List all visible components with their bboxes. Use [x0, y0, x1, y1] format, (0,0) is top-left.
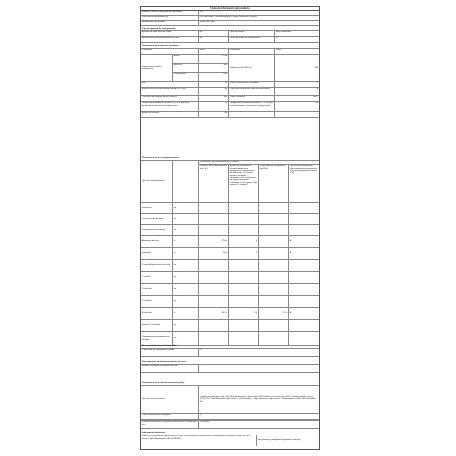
compartment-defrost-type: A [289, 240, 292, 243]
warranty-label: Duración mínima de la garantía ofrecida por el fabricante (b): [141, 421, 199, 428]
compartment-name: Compartimento bodega [141, 225, 173, 235]
dimensions-label: Dimensiones totales (milímetros) [141, 55, 173, 81]
compartment-rows [141, 203, 319, 346]
col-defrost-header: Tipo de descongelación (descongelación automática = A; descongelación manual = M) [289, 165, 318, 175]
additional-info-text: Enlace al sitio web del fabricante en el que se encuentra la información contemplada en el punto 4, letra a), del anexo II del Reglamento (UE) 2019/2019 [141, 435, 257, 446]
param-group-header: Parámetros del compartimento y valores [199, 161, 319, 165]
additional-info-row [141, 435, 319, 446]
compartment-heading: Parámetros de los compartimentos: [141, 155, 319, 161]
compartment-freezing-capacity [259, 260, 289, 271]
param-value: D [316, 82, 319, 85]
compartment-name: Compartimento temperatura variable [141, 332, 173, 345]
compartment-present: no [173, 272, 199, 283]
wine-bottles-label: Número estándar de botellas de vino [141, 365, 199, 372]
additional-info-heading: Información adicional: [142, 431, 166, 434]
compartment-row [141, 203, 319, 214]
supplier-name-value: LG [199, 11, 203, 14]
param-value: 185 [199, 96, 229, 101]
compartment-row [141, 214, 319, 225]
compartment-param-headers [199, 161, 319, 202]
compartment-volume [199, 284, 229, 295]
dimension-value: 595 [223, 64, 228, 67]
param-label: Clase climática: [229, 96, 275, 101]
type-param-value: sí [275, 37, 278, 40]
dimension-width [173, 64, 228, 73]
compartment-present: no [173, 225, 199, 235]
compartment-temperature [229, 272, 259, 283]
dimension-label: Anchura [173, 64, 199, 72]
param-label: Ajuste de invierno [141, 112, 199, 117]
compartment-present: sí [173, 236, 199, 247]
compartment-freezing-capacity [259, 214, 289, 224]
compartment-defrost-type: A [289, 312, 292, 315]
compartment-defrost-type [289, 203, 319, 213]
col-header-parameter: Parámetro [229, 49, 275, 54]
warranty-section [141, 420, 319, 429]
light-type-label: Tipo de fuente luminosa [141, 386, 199, 413]
compartment-freezing-capacity [259, 225, 289, 235]
type-param-label: Otros aparatos de refrigeración: [229, 37, 275, 42]
four-star-row [141, 349, 319, 357]
compartment-volume [199, 260, 229, 271]
compartment-defrost-type [289, 272, 319, 283]
col-header-parameter: Parámetro [141, 49, 199, 54]
param-value: 35 [199, 88, 229, 95]
compartment-freezing-capacity: 11,0 [259, 308, 289, 319]
compartment-freezing-capacity [259, 272, 289, 283]
wine-row [141, 365, 319, 373]
supplier-block [141, 11, 319, 26]
compartment-present: no [173, 296, 199, 307]
col-header-value: Valor [199, 49, 229, 54]
wine-bottles-value: - [199, 365, 201, 368]
compartment-row [141, 248, 319, 260]
dimension-depth [173, 73, 228, 81]
dimension-label: Altura [173, 55, 199, 63]
param-label: Consumo de energía anual (kWh/a) [141, 96, 199, 101]
warranty-row [141, 420, 319, 429]
compartment-present: no [173, 284, 199, 295]
compartment-temperature [229, 203, 259, 213]
param-value: 43 [315, 102, 319, 105]
dimension-label: Profundidad [173, 73, 199, 81]
compartment-defrost-type: A [289, 252, 292, 255]
compartment-temperature [229, 284, 259, 295]
param-label: IEE [141, 82, 199, 87]
compartment-temperature [229, 260, 259, 271]
param-value [275, 112, 319, 117]
col-freeze-header: Capacidad de congelación (kg/24h) [259, 165, 289, 202]
supplier-address-label: Dirección del proveedor (b): [141, 16, 199, 20]
compartment-temperature: 2 [229, 248, 259, 259]
compartment-defrost-type [289, 296, 319, 307]
compartment-temperature [229, 225, 259, 235]
wine-heading: Para aparatos de almacenamiento de vino: [141, 359, 319, 365]
compartment-defrost-type [289, 260, 319, 271]
general-parameters-section [141, 43, 319, 118]
dimension-value: 682 [223, 73, 228, 76]
light-source-heading: Parámetros de la fuente luminosa (a) (b): [141, 380, 319, 386]
manufacturer-website-link[interactable]: http://www.lg.com/global/support/eco-design [257, 439, 301, 442]
compartment-section [141, 155, 319, 346]
compartment-name: Sección 2 estrellas [141, 320, 173, 331]
compartment-volume: 276,0 [199, 236, 229, 247]
param-value: no [199, 112, 229, 117]
compartment-row [141, 236, 319, 248]
type-param-label: Aparato para almacenamiento de vino: [141, 37, 199, 42]
param-value: 10 [199, 102, 229, 111]
compartment-name: 1 estrella [141, 272, 173, 283]
col-volume-header: Volumen del compartimento (dm³ o l) [199, 165, 229, 202]
compartment-freezing-capacity [259, 296, 289, 307]
compartment-freezing-capacity [259, 284, 289, 295]
additional-info-section [141, 430, 319, 446]
compartment-volume: 26,0 [199, 248, 229, 259]
model-identifier-value: GBB72MCVBN [199, 21, 215, 24]
param-label: Temperatura ambiente mínima (°C) a la que está destinado el aparato de refrigeración [141, 102, 199, 111]
compartment-row [141, 260, 319, 272]
general-row [141, 102, 319, 112]
compartment-present: no [173, 320, 199, 331]
total-volume-label: Volumen total (dm³ o l) [229, 55, 275, 81]
compartment-volume [199, 214, 229, 224]
compartment-row [141, 272, 319, 284]
param-value: 96 [199, 82, 229, 87]
compartment-name: Despensa [141, 203, 173, 213]
type-param-value: no [199, 31, 229, 36]
compartment-name: 1 estrella/fabricación de hielo [141, 260, 173, 271]
compartment-freezing-capacity: - [259, 236, 289, 247]
compartment-name: 3 estrellas [141, 296, 173, 307]
compartment-row [141, 308, 319, 320]
param-value: SN-T [313, 96, 319, 99]
compartment-volume [199, 203, 229, 213]
compartment-name: 2 estrellas [141, 284, 173, 295]
supplier-address-value: LG Twin tower, Yeouido-dong-gu, Seoul, Republic of Korea [199, 16, 257, 19]
general-row [141, 112, 319, 118]
compartment-volume [199, 296, 229, 307]
param-label: Ruido acústico aéreo emitido [dB(A) re 1 pW] [141, 88, 199, 95]
fast-freeze-label: Capacidad de congelación rápida [141, 349, 199, 356]
col-header-value: Valor [275, 49, 281, 52]
light-type-row [141, 386, 319, 414]
light-type-value: Lighting technology used: LED Non-directional or directional: NDLS Mains or non-mains: MLS Connected light source (CLS): No Colour-tuneable light source: No Envelope: - High luminance light source: No Anti-glare shield: No Dimmable: No [199, 396, 316, 403]
compartment-header-row [141, 161, 319, 203]
dimensions-row [141, 55, 319, 82]
dimensions-values [173, 55, 229, 81]
compartment-present: no [173, 332, 199, 345]
compartment-defrost-type [289, 284, 319, 295]
param-label: Clase de eficiencia energética [229, 82, 275, 87]
compartment-temperature: -18 [229, 308, 259, 319]
appliance-type-heading: Tipo de aparato de refrigeración: [141, 26, 319, 31]
supplier-name-label: Nombre o marca comercial del proveedor: [141, 11, 199, 15]
compartment-present: sí [173, 248, 199, 259]
product-information-sheet [140, 6, 320, 450]
model-identifier-label: Identificador del modelo: [141, 21, 199, 25]
param-label [229, 112, 275, 117]
compartment-volume [199, 272, 229, 283]
compartment-present: sí [173, 308, 199, 319]
general-parameters-heading: Parámetros generales del producto: [141, 43, 319, 49]
compartment-defrost-type [289, 214, 319, 224]
compartment-row [141, 320, 319, 332]
appliance-type-section [141, 26, 319, 43]
four-star-heading: En compartimentos de 4 estrellas: [141, 343, 319, 349]
compartment-temperature [229, 296, 259, 307]
compartment-freezing-capacity [259, 203, 289, 213]
col-temp-header: Ajuste de temperatura recomendado para optimizar la conservación de alimentos (°C) Estos ajustes no deben contradecir las condiciones de almacenamiento indicadas en el cuadro 3 del anexo IV, cuadro 3 [229, 165, 259, 202]
compartment-temperature: 4 [229, 236, 259, 247]
compartment-freezing-capacity: - [259, 248, 289, 259]
compartment-defrost-type [289, 320, 319, 331]
compartment-volume: 107,0 [199, 308, 229, 319]
param-value: B [316, 88, 319, 91]
compartment-temperature [229, 214, 259, 224]
dimension-height [173, 55, 228, 64]
compartment-type-header: Tipo de compartimento [141, 161, 173, 202]
four-star-section [141, 343, 319, 357]
compartment-present: no [173, 214, 199, 224]
light-source-section [141, 380, 319, 420]
param-label: Temperatura ambiente máxima (°C) a la que está destinado el aparato de refrigeración [229, 102, 275, 111]
type-param-label: Aparato de bajo nivel de ruido: [141, 31, 199, 36]
param-label: Clase de emisión de ruido acústico aéreo [229, 88, 275, 95]
wine-section [141, 359, 319, 373]
compartment-name: 4 estrellas [141, 308, 173, 319]
sheet-title: Ficha de información del producto [141, 7, 319, 11]
compartment-row [141, 296, 319, 308]
light-class-value: E [199, 414, 202, 417]
light-class-label: Clase de eficiencia energética [141, 414, 199, 419]
warranty-value: 24 meses [199, 421, 210, 424]
compartment-name: Conservación de vinos [141, 214, 173, 224]
compartment-volume [199, 320, 229, 331]
compartment-present: no [173, 203, 199, 213]
compartment-volume [199, 225, 229, 235]
compartment-defrost-type [289, 225, 319, 235]
type-param-value: libre instalación [275, 31, 291, 34]
compartment-row [141, 225, 319, 236]
fast-freeze-value: sí [199, 349, 202, 352]
compartment-name: Fresquito [141, 248, 173, 259]
compartment-temperature [229, 320, 259, 331]
compartment-freezing-capacity [259, 320, 289, 331]
compartment-present: no [173, 260, 199, 271]
compartment-row [141, 284, 319, 296]
type-param-label: Tipo de diseño: [229, 31, 275, 36]
dimension-value: 2 030 [221, 55, 228, 58]
compartment-name: Alimentos frescos [141, 236, 173, 247]
general-row [141, 88, 319, 96]
type-param-value: no [199, 37, 229, 42]
total-volume-value: 384 [314, 66, 319, 69]
